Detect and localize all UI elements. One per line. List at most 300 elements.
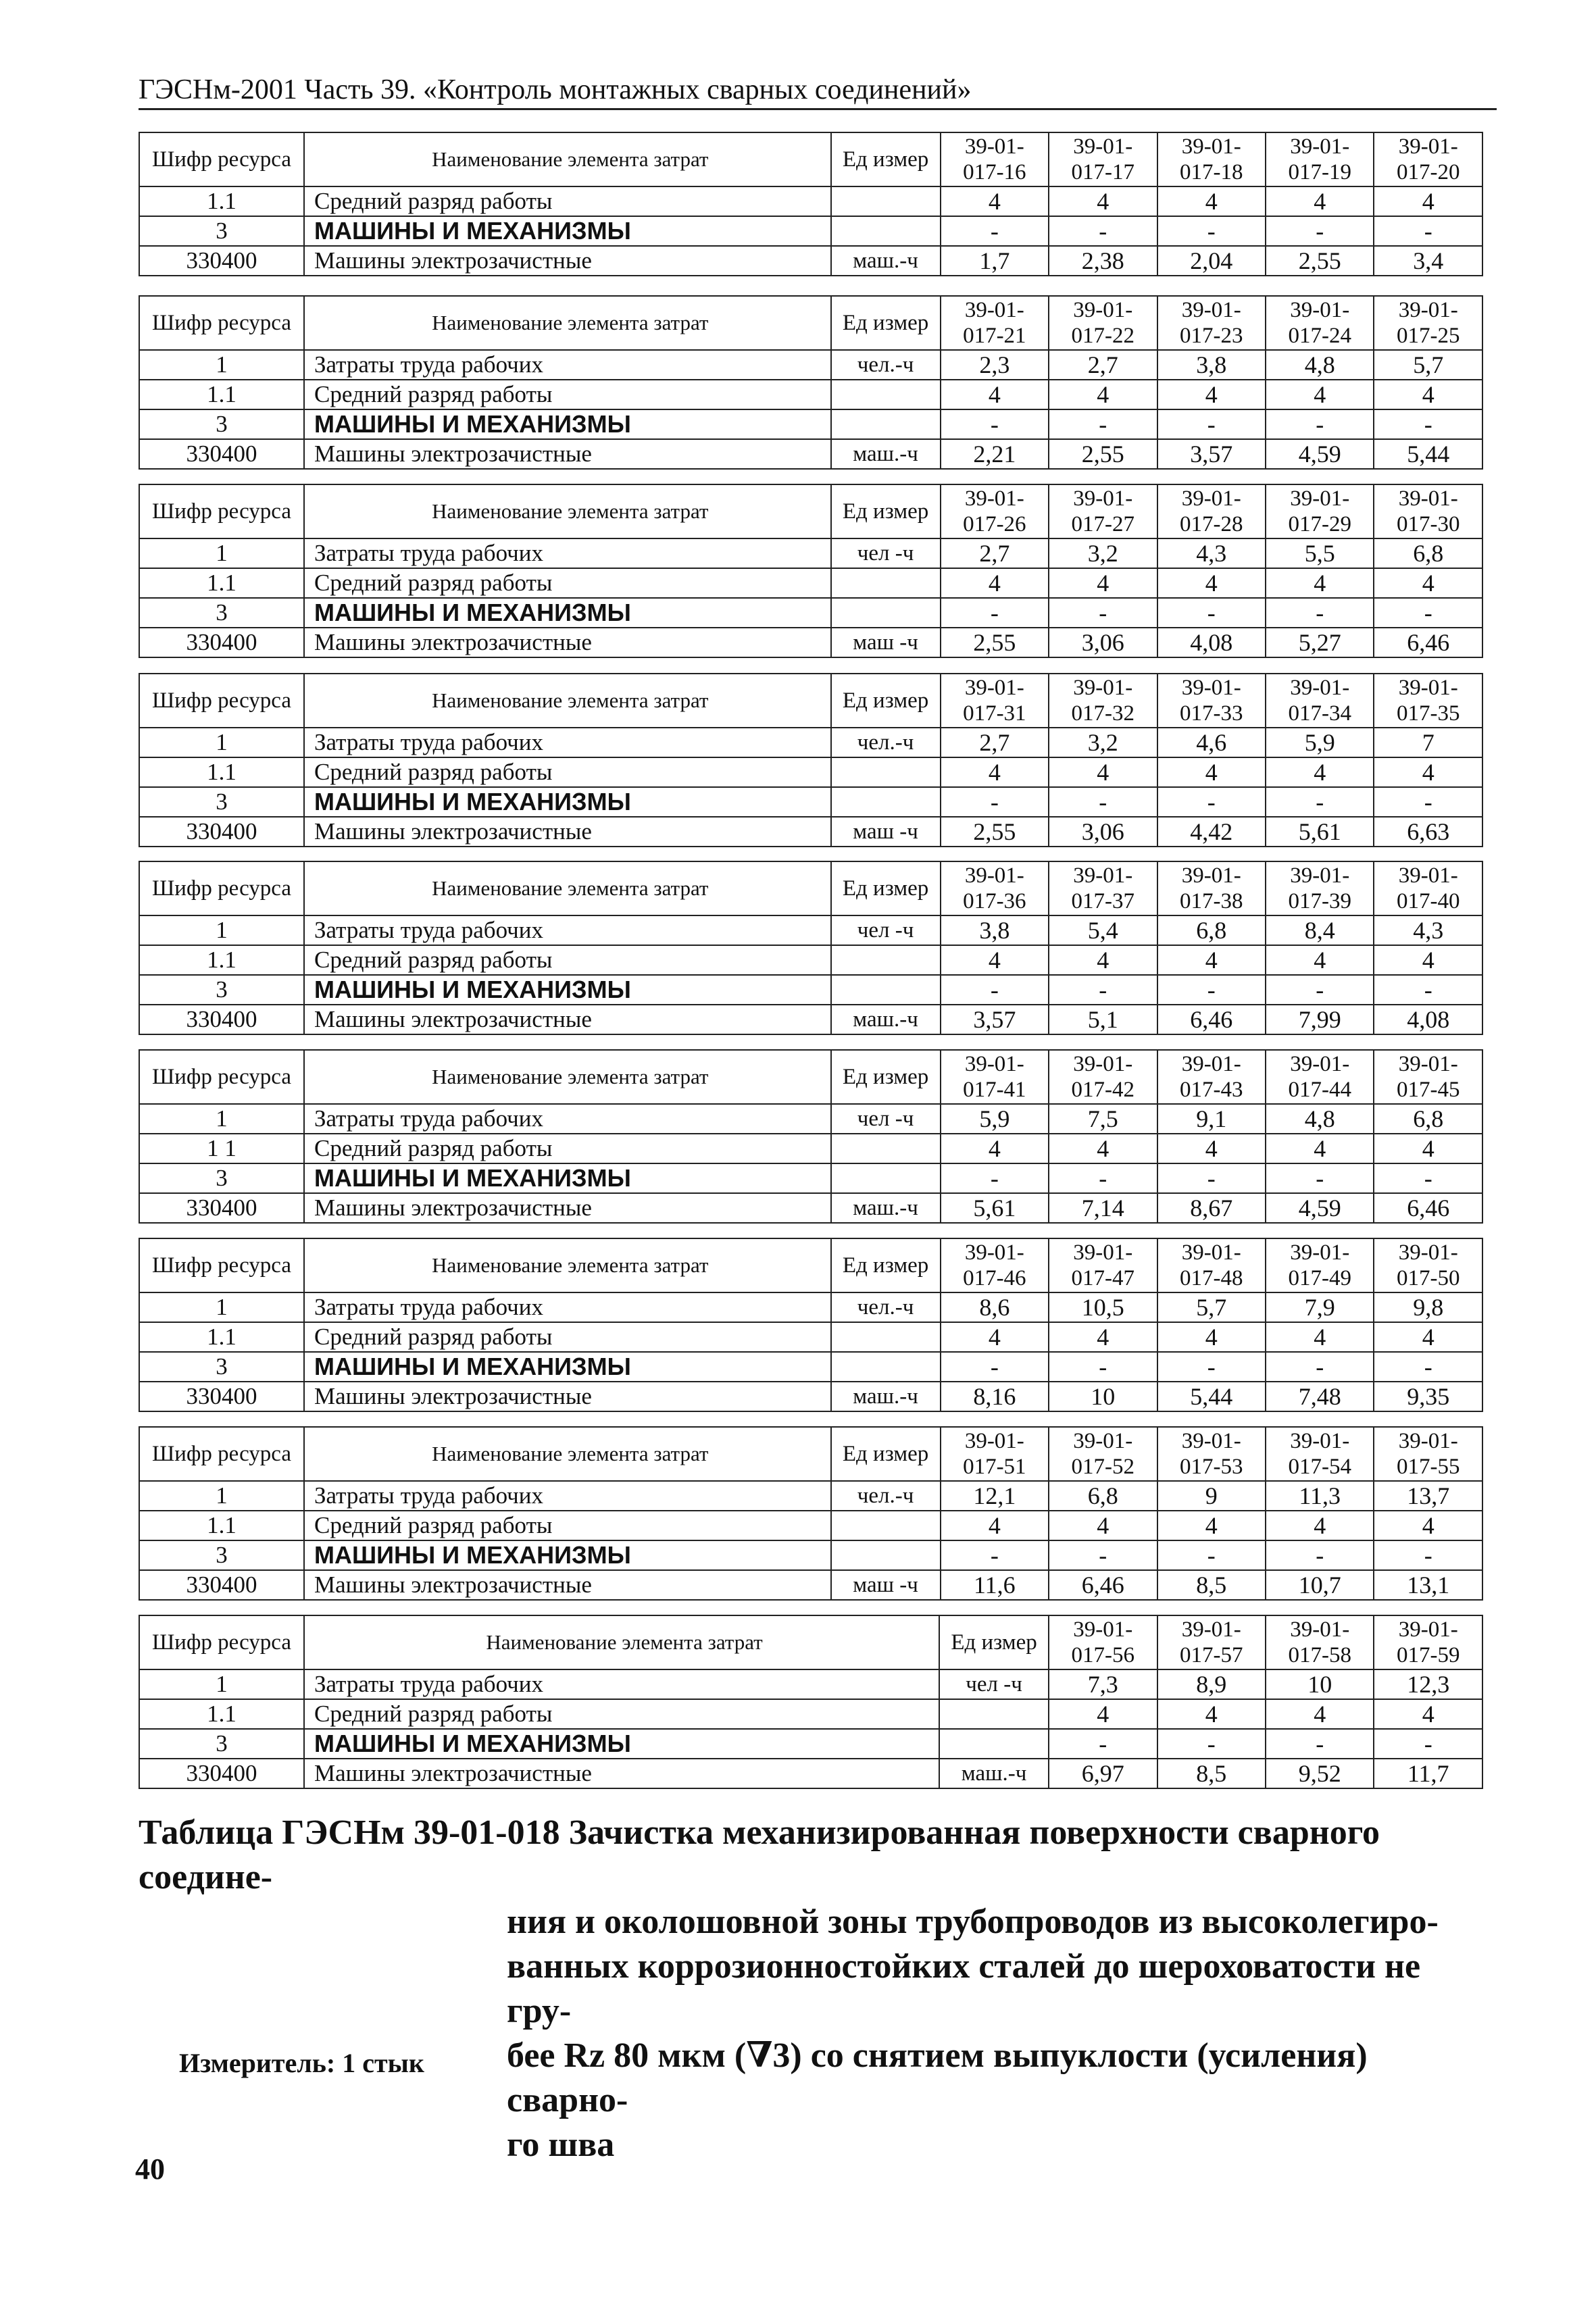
header-cost-element: Наименование элемента затрат — [304, 1238, 831, 1292]
header-resource-code: Шифр ресурса — [139, 861, 304, 915]
header-norm-code — [1374, 1050, 1482, 1104]
header-cost-element: Наименование элемента затрат — [304, 132, 831, 186]
norm-code-line: 39-01- — [1181, 1429, 1241, 1453]
value-cell: - — [941, 975, 1049, 1005]
value-cell: 8,16 — [941, 1382, 1049, 1411]
value-cell: 2,7 — [1049, 350, 1157, 380]
cost-element-name: Затраты труда рабочих — [304, 350, 831, 380]
resource-code: 3 — [139, 1729, 304, 1759]
table-row — [139, 1352, 1482, 1382]
meter-label: Измеритель: — [179, 2048, 336, 2078]
cost-element-name: МАШИНЫ И МЕХАНИЗМЫ — [304, 598, 831, 628]
unit-cell: чел.-ч — [831, 350, 941, 380]
value-cell: 3,4 — [1374, 246, 1482, 276]
header-cost-element: Наименование элемента затрат — [304, 1615, 939, 1669]
header-resource-code: Шифр ресурса — [139, 484, 304, 538]
table-title-line: бее Rz 80 мкм (∇3) со снятием выпуклости (усиления) сварно- — [507, 2036, 1368, 2119]
cost-element-name: Машины электрозачистные — [304, 246, 831, 276]
value-cell: - — [1157, 216, 1266, 246]
norm-code-line: 39-01- — [1073, 134, 1133, 159]
header-norm-code — [1157, 296, 1266, 350]
unit-cell — [831, 409, 941, 439]
norm-code-line: 017-45 — [1396, 1078, 1460, 1102]
value-cell: 4 — [1157, 1511, 1266, 1540]
value-cell: 4 — [1049, 186, 1157, 216]
cost-element-name: Машины электрозачистные — [304, 1382, 831, 1411]
norm-code-line: 39-01- — [1398, 134, 1458, 159]
value-cell: 5,1 — [1049, 1005, 1157, 1034]
value-cell: 4 — [1374, 1511, 1482, 1540]
norm-code-line: 39-01- — [1290, 1240, 1350, 1265]
resource-code: 3 — [139, 1352, 304, 1382]
norm-code-line: 017-16 — [963, 160, 1026, 184]
value-cell: 2,7 — [941, 538, 1049, 568]
value-cell: 2,3 — [941, 350, 1049, 380]
value-cell: 4 — [1266, 945, 1374, 975]
value-cell: 7,99 — [1266, 1005, 1374, 1034]
value-cell: - — [1266, 409, 1374, 439]
norm-code-line: 39-01- — [1181, 676, 1241, 700]
value-cell: 4 — [941, 945, 1049, 975]
value-cell: - — [941, 1163, 1049, 1193]
norm-code-line: 39-01- — [1290, 1429, 1350, 1453]
header-resource-code: Шифр ресурса — [139, 132, 304, 186]
table-header-row — [139, 484, 1482, 538]
unit-cell — [831, 975, 941, 1005]
norm-code-line: 017-50 — [1396, 1266, 1460, 1290]
resource-code: 1 — [139, 538, 304, 568]
header-norm-code — [1049, 132, 1157, 186]
header-norm-code — [1266, 296, 1374, 350]
resource-table — [139, 1426, 1483, 1601]
value-cell: 5,5 — [1266, 538, 1374, 568]
header-norm-code — [1157, 674, 1266, 728]
norm-code-line: 017-39 — [1288, 889, 1351, 913]
value-cell: 3,57 — [941, 1005, 1049, 1034]
table-row — [139, 915, 1482, 945]
table-row — [139, 1163, 1482, 1193]
norm-code-line: 39-01- — [1181, 134, 1241, 159]
table-row — [139, 757, 1482, 787]
value-cell: 4 — [941, 1322, 1049, 1352]
header-norm-code — [1266, 1615, 1374, 1669]
header-norm-code — [1157, 1050, 1266, 1104]
value-cell: 4 — [1049, 1699, 1157, 1729]
header-unit: Ед измер — [831, 1427, 941, 1481]
table-header-row — [139, 674, 1482, 728]
value-cell: 4 — [941, 568, 1049, 598]
unit-cell — [831, 1511, 941, 1540]
resource-code: 3 — [139, 1540, 304, 1570]
value-cell: 4 — [941, 1511, 1049, 1540]
table-row — [139, 246, 1482, 276]
table-row — [139, 945, 1482, 975]
resource-table — [139, 295, 1483, 470]
table-row — [139, 1292, 1482, 1322]
norm-code-line: 39-01- — [1073, 298, 1133, 322]
value-cell: - — [1157, 1729, 1266, 1759]
norm-code-line: 017-40 — [1396, 889, 1460, 913]
resource-code: 330400 — [139, 1193, 304, 1223]
norm-code-line: 017-46 — [963, 1266, 1026, 1290]
cost-element-name: Затраты труда рабочих — [304, 915, 831, 945]
value-cell: - — [1266, 1163, 1374, 1193]
norm-code-line: 39-01- — [1181, 863, 1241, 888]
value-cell: 5,7 — [1374, 350, 1482, 380]
table-title-line: го шва — [507, 2126, 615, 2164]
norm-code-line: 017-47 — [1071, 1266, 1135, 1290]
norm-code-line: 017-52 — [1071, 1455, 1135, 1479]
norm-code-line: 017-34 — [1288, 701, 1351, 726]
value-cell: - — [1374, 409, 1482, 439]
value-cell: 12,3 — [1374, 1669, 1482, 1699]
value-cell: - — [1374, 975, 1482, 1005]
unit-cell — [831, 380, 941, 409]
cost-element-name: Машины электрозачистные — [304, 1005, 831, 1034]
norm-code-line: 017-33 — [1180, 701, 1243, 726]
cost-element-name: Средний разряд работы — [304, 1511, 831, 1540]
value-cell: - — [1374, 1352, 1482, 1382]
cost-element-name: МАШИНЫ И МЕХАНИЗМЫ — [304, 975, 831, 1005]
header-unit: Ед измер — [831, 1238, 941, 1292]
value-cell: - — [1049, 787, 1157, 817]
value-cell: 7,5 — [1049, 1104, 1157, 1134]
header-norm-code — [1266, 1427, 1374, 1481]
value-cell: 6,8 — [1374, 538, 1482, 568]
header-norm-code — [1157, 484, 1266, 538]
resource-code: 330400 — [139, 1570, 304, 1600]
value-cell: 2,55 — [941, 817, 1049, 847]
header-norm-code — [1157, 861, 1266, 915]
norm-code-line: 017-59 — [1396, 1643, 1460, 1667]
header-norm-code — [1049, 1615, 1157, 1669]
resource-code: 330400 — [139, 1005, 304, 1034]
value-cell: 6,8 — [1049, 1481, 1157, 1511]
value-cell: - — [1266, 1540, 1374, 1570]
value-cell: 5,27 — [1266, 628, 1374, 657]
unit-cell — [831, 568, 941, 598]
header-norm-code — [1049, 861, 1157, 915]
norm-code-line: 39-01- — [1398, 1052, 1458, 1076]
cost-element-name: Средний разряд работы — [304, 568, 831, 598]
norm-code-line: 017-24 — [1288, 324, 1351, 348]
unit-cell: чел -ч — [831, 538, 941, 568]
value-cell: 9,52 — [1266, 1759, 1374, 1788]
unit-cell — [831, 598, 941, 628]
resource-code: 1.1 — [139, 568, 304, 598]
table-row — [139, 1481, 1482, 1511]
header-norm-code — [1374, 674, 1482, 728]
norm-code-line: 39-01- — [1073, 1429, 1133, 1453]
value-cell: - — [1374, 216, 1482, 246]
value-cell: 4 — [941, 1134, 1049, 1163]
header-norm-code — [941, 1050, 1049, 1104]
unit-cell — [831, 186, 941, 216]
value-cell: 6,97 — [1049, 1759, 1157, 1788]
value-cell: - — [1049, 216, 1157, 246]
header-cost-element: Наименование элемента затрат — [304, 1050, 831, 1104]
norm-code-line: 017-41 — [963, 1078, 1026, 1102]
value-cell: 4,6 — [1157, 728, 1266, 757]
value-cell: 4,08 — [1374, 1005, 1482, 1034]
value-cell: 13,7 — [1374, 1481, 1482, 1511]
header-norm-code — [1266, 861, 1374, 915]
table-row — [139, 568, 1482, 598]
table-row — [139, 628, 1482, 657]
table-row — [139, 538, 1482, 568]
norm-code-line: 39-01- — [964, 863, 1024, 888]
header-norm-code — [1374, 861, 1482, 915]
norm-code-line: 39-01- — [1398, 1240, 1458, 1265]
table-header-row — [139, 1238, 1482, 1292]
value-cell: - — [1374, 787, 1482, 817]
norm-code-line: 39-01- — [964, 1429, 1024, 1453]
header-unit: Ед измер — [831, 132, 941, 186]
header-unit: Ед измер — [831, 861, 941, 915]
value-cell: 3,57 — [1157, 439, 1266, 469]
header-norm-code — [1374, 1615, 1482, 1669]
value-cell: 4 — [941, 757, 1049, 787]
value-cell: 9 — [1157, 1481, 1266, 1511]
norm-code-line: 017-56 — [1071, 1643, 1135, 1667]
resource-code: 1.1 — [139, 1699, 304, 1729]
norm-code-line: 017-17 — [1071, 160, 1135, 184]
header-norm-code — [1157, 1615, 1266, 1669]
resource-table — [139, 132, 1483, 276]
cost-element-name: МАШИНЫ И МЕХАНИЗМЫ — [304, 1729, 939, 1759]
resource-code: 1.1 — [139, 945, 304, 975]
resource-table — [139, 1615, 1483, 1789]
resource-table — [139, 484, 1483, 658]
resource-code: 1.1 — [139, 1511, 304, 1540]
resource-code: 1 — [139, 728, 304, 757]
norm-code-line: 39-01- — [1398, 486, 1458, 511]
resource-code: 330400 — [139, 628, 304, 657]
cost-element-name: Средний разряд работы — [304, 1699, 939, 1729]
value-cell: 2,7 — [941, 728, 1049, 757]
header-norm-code — [1049, 1238, 1157, 1292]
value-cell: - — [941, 1352, 1049, 1382]
value-cell: 4 — [1157, 757, 1266, 787]
value-cell: - — [1266, 1352, 1374, 1382]
header-norm-code — [941, 296, 1049, 350]
cost-element-name: Средний разряд работы — [304, 186, 831, 216]
value-cell: 4 — [1266, 1322, 1374, 1352]
value-cell: - — [1049, 409, 1157, 439]
unit-cell: чел -ч — [939, 1669, 1049, 1699]
value-cell: - — [1157, 1540, 1266, 1570]
value-cell: 8,5 — [1157, 1570, 1266, 1600]
value-cell: - — [1049, 1540, 1157, 1570]
norm-code-line: 39-01- — [1398, 1617, 1458, 1642]
meter-line — [179, 2047, 424, 2079]
resource-code: 3 — [139, 975, 304, 1005]
value-cell: 2,21 — [941, 439, 1049, 469]
cost-element-name: Машины электрозачистные — [304, 1570, 831, 1600]
norm-code-line: 39-01- — [964, 1052, 1024, 1076]
norm-code-line: 017-55 — [1396, 1455, 1460, 1479]
value-cell: 3,8 — [941, 915, 1049, 945]
cost-element-name: Средний разряд работы — [304, 1322, 831, 1352]
norm-code-line: 39-01- — [1073, 1052, 1133, 1076]
norm-code-line: 017-22 — [1071, 324, 1135, 348]
norm-code-line: 017-44 — [1288, 1078, 1351, 1102]
value-cell: 4,3 — [1157, 538, 1266, 568]
unit-cell — [831, 945, 941, 975]
unit-cell — [831, 216, 941, 246]
unit-cell — [831, 1134, 941, 1163]
value-cell: 2,55 — [1266, 246, 1374, 276]
value-cell: 11,7 — [1374, 1759, 1482, 1788]
value-cell: 4 — [1266, 1134, 1374, 1163]
value-cell: 4 — [1049, 757, 1157, 787]
norm-code-line: 017-29 — [1288, 512, 1351, 536]
header-norm-code — [941, 861, 1049, 915]
value-cell: - — [1157, 975, 1266, 1005]
value-cell: 3,06 — [1049, 628, 1157, 657]
value-cell: 4,3 — [1374, 915, 1482, 945]
value-cell: - — [1049, 1163, 1157, 1193]
resource-table — [139, 1049, 1483, 1224]
norm-code-line: 017-32 — [1071, 701, 1135, 726]
cost-element-name: Машины электрозачистные — [304, 628, 831, 657]
value-cell: 4 — [941, 380, 1049, 409]
value-cell: 9,35 — [1374, 1382, 1482, 1411]
resource-code: 1.1 — [139, 1322, 304, 1352]
header-norm-code — [1157, 1238, 1266, 1292]
unit-cell: маш -ч — [831, 817, 941, 847]
table-row — [139, 728, 1482, 757]
norm-code-line: 39-01- — [964, 1240, 1024, 1265]
table-row — [139, 380, 1482, 409]
header-norm-code — [941, 1238, 1049, 1292]
cost-element-name: Затраты труда рабочих — [304, 1669, 939, 1699]
norm-code-line: 017-49 — [1288, 1266, 1351, 1290]
unit-cell: чел.-ч — [831, 1481, 941, 1511]
value-cell: 9,1 — [1157, 1104, 1266, 1134]
value-cell: 6,8 — [1157, 915, 1266, 945]
value-cell: 4,59 — [1266, 1193, 1374, 1223]
header-cost-element: Наименование элемента затрат — [304, 861, 831, 915]
unit-cell: чел.-ч — [831, 728, 941, 757]
table-row — [139, 186, 1482, 216]
value-cell: - — [1049, 975, 1157, 1005]
resource-code: 330400 — [139, 1382, 304, 1411]
unit-cell: маш -ч — [831, 628, 941, 657]
value-cell: 7,48 — [1266, 1382, 1374, 1411]
value-cell: 4 — [1374, 186, 1482, 216]
cost-element-name: Затраты труда рабочих — [304, 538, 831, 568]
norm-code-line: 39-01- — [1073, 1240, 1133, 1265]
unit-cell: маш.-ч — [939, 1759, 1049, 1788]
unit-cell — [831, 1163, 941, 1193]
value-cell: - — [941, 216, 1049, 246]
value-cell: 4,8 — [1266, 1104, 1374, 1134]
table-header-row — [139, 1615, 1482, 1669]
header-norm-code — [941, 1427, 1049, 1481]
value-cell: 4 — [1266, 1699, 1374, 1729]
value-cell: 4 — [1049, 945, 1157, 975]
value-cell: 4,42 — [1157, 817, 1266, 847]
unit-cell — [939, 1699, 1049, 1729]
norm-code-line: 017-21 — [963, 324, 1026, 348]
value-cell: 11,6 — [941, 1570, 1049, 1600]
resource-code: 330400 — [139, 817, 304, 847]
norm-code-line: 39-01- — [964, 676, 1024, 700]
value-cell: - — [1157, 409, 1266, 439]
resource-code: 3 — [139, 409, 304, 439]
value-cell: 2,55 — [941, 628, 1049, 657]
table-row — [139, 787, 1482, 817]
table-row — [139, 1570, 1482, 1600]
header-norm-code — [1049, 484, 1157, 538]
table-row — [139, 1540, 1482, 1570]
norm-code-line: 017-35 — [1396, 701, 1460, 726]
norm-code-line: 39-01- — [964, 486, 1024, 511]
value-cell: 4 — [1157, 568, 1266, 598]
value-cell: 2,04 — [1157, 246, 1266, 276]
table-row — [139, 409, 1482, 439]
norm-code-line: 39-01- — [1181, 1240, 1241, 1265]
value-cell: 4 — [1049, 380, 1157, 409]
header-resource-code: Шифр ресурса — [139, 1050, 304, 1104]
value-cell: 5,9 — [941, 1104, 1049, 1134]
value-cell: 4 — [1374, 1322, 1482, 1352]
page-number: 40 — [135, 2153, 165, 2186]
value-cell: 4 — [941, 186, 1049, 216]
header-norm-code — [1266, 674, 1374, 728]
norm-code-line: 017-20 — [1396, 160, 1460, 184]
value-cell: 3,2 — [1049, 728, 1157, 757]
cost-element-name: МАШИНЫ И МЕХАНИЗМЫ — [304, 1540, 831, 1570]
value-cell: - — [1049, 598, 1157, 628]
resource-table — [139, 1238, 1483, 1412]
table-header-row — [139, 1427, 1482, 1481]
norm-code-line: 017-38 — [1180, 889, 1243, 913]
value-cell: 4 — [1266, 380, 1374, 409]
header-norm-code — [1049, 1427, 1157, 1481]
table-row — [139, 817, 1482, 847]
header-unit: Ед измер — [831, 674, 941, 728]
table-row — [139, 1699, 1482, 1729]
value-cell: 4 — [1266, 757, 1374, 787]
norm-code-line: 017-54 — [1288, 1455, 1351, 1479]
table-row — [139, 975, 1482, 1005]
value-cell: - — [1374, 1540, 1482, 1570]
value-cell: 4 — [1374, 380, 1482, 409]
header-norm-code — [941, 674, 1049, 728]
value-cell: - — [1266, 216, 1374, 246]
header-unit: Ед измер — [939, 1615, 1049, 1669]
resource-code: 3 — [139, 598, 304, 628]
value-cell: 8,67 — [1157, 1193, 1266, 1223]
norm-code-line: 017-25 — [1396, 324, 1460, 348]
value-cell: 8,6 — [941, 1292, 1049, 1322]
table-title-lead: Таблица ГЭСНм 39-01-018 Зачистка механизированная поверхности сварного соедине- — [139, 1813, 1380, 1896]
value-cell: 11,3 — [1266, 1481, 1374, 1511]
value-cell: 4 — [1266, 1511, 1374, 1540]
table-row — [139, 1005, 1482, 1034]
table-header-row — [139, 296, 1482, 350]
norm-code-line: 017-37 — [1071, 889, 1135, 913]
value-cell: 8,4 — [1266, 915, 1374, 945]
header-rule — [139, 108, 1497, 110]
value-cell: - — [1266, 1729, 1374, 1759]
header-norm-code — [1049, 296, 1157, 350]
value-cell: 5,7 — [1157, 1292, 1266, 1322]
norm-code-line: 017-31 — [963, 701, 1026, 726]
cost-element-name: Машины электрозачистные — [304, 1193, 831, 1223]
